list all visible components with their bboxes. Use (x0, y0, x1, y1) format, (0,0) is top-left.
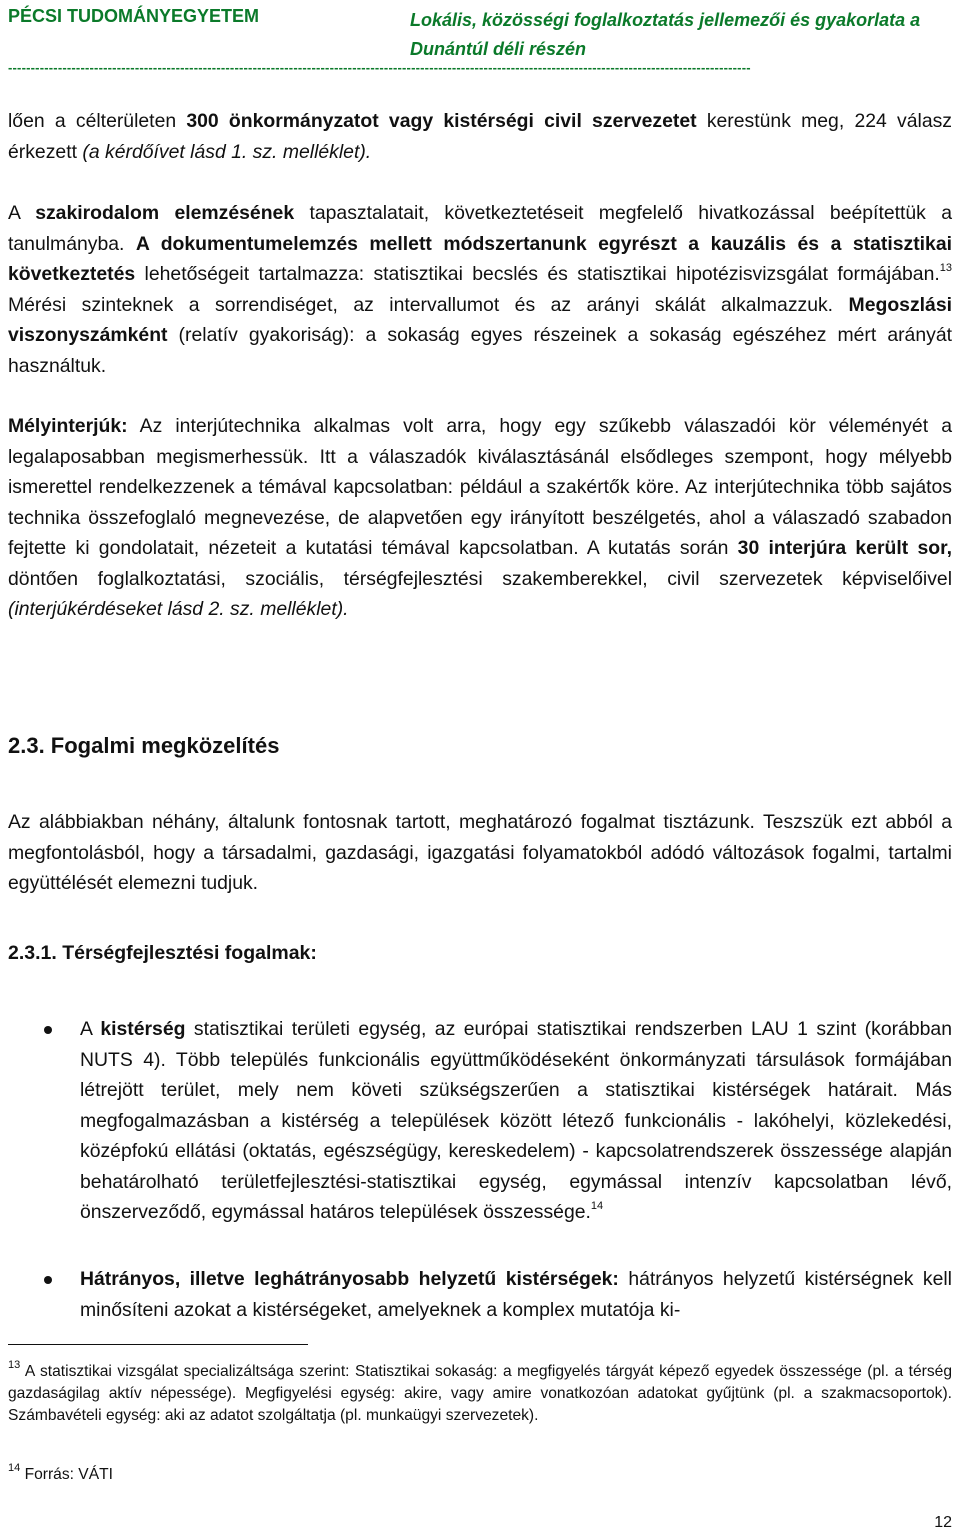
footnote-number: 14 (8, 1461, 21, 1474)
italic-text: (interjúkérdéseket lásd 2. sz. melléklet). (8, 598, 349, 620)
footnote-separator (8, 1344, 308, 1345)
footnote-ref-13[interactable]: 13 (939, 261, 952, 274)
bold-text: 300 önkormányzatot vagy kistérségi civil szervezetet (186, 110, 697, 132)
text: Az interjútechnika alkalmas volt arra, hogy egy szűkebb válaszadói kör véleményét a legalaposabban megismerhessük. Itt a válaszadók kiválasztásánál elsődleges szempont, hogy mélyebb ismerettel rendelkezzenek a témával kapcsolatban: például a szakértők köre. Az interjútechnika több sajátos technika összefoglaló megnevezése, de alapvetően egy irányított beszélgetés, ahol a válaszadó szabadon fejtette ki gondolatait, nézeteit a kutatási témával kapcsolatban. A kutatás során (8, 415, 952, 559)
bold-text: 30 interjúra került sor, (737, 537, 952, 559)
footnote-text: Forrás: VÁTI (20, 1466, 113, 1483)
text: lően a célterületen (8, 110, 187, 132)
bold-text: A dokumentumelemzés mellett módszertanunk egyrészt a kauzális és a statisztikai következtetés (8, 232, 952, 285)
text: statisztikai területi egység, az európai statisztikai rendszerben LAU 1 szint (korábban NUTS 4). Több település funkcionális együttműködéseként önkormányzati társulások formájában létrejött terület, mely nem követi szükségszerűen a statisztikai kistérségek határait. Más megfogalmazásban a kistérség a települések között létező funkcionális - lakóhelyi, közlekedési, középfokú ellátási (oktatás, egészségügy, kereskedelem) - kapcsolatrendszerek összessége alapján behatárolható területfejlesztési-statisztikai egység, egymással intenzív kapcsolatban lévő, önszerveződő, egymással határos települések összessége. (80, 1018, 952, 1223)
text: lehetőségeit tartalmazza: statisztikai becslés és statisztikai hipotézisvizsgálat formájában. (135, 263, 940, 285)
text: (relatív gyakoriság): a sokaság egyes részeinek a sokaság egészéhez mért arányát használtuk. (8, 324, 952, 377)
header-divider: -------------------------------------------------------------------------------------------------------------------------------------------------------------------- (8, 60, 751, 75)
footnote-number: 13 (8, 1358, 21, 1371)
text: A (80, 1018, 101, 1040)
text: döntően foglalkoztatási, szociális, térségfejlesztési szakemberekkel, civil szervezetek képviselőivel (8, 567, 952, 590)
footnote-13 (8, 1358, 952, 1427)
paragraph-interviews (8, 411, 952, 625)
text: kerestünk meg, 224 válasz érkezett (8, 110, 952, 163)
text: tapasztalatait, következtetéseit megfelelő hivatkozással beépítettük a tanulmányba. (8, 202, 952, 255)
bold-text: Hátrányos, illetve leghátrányosabb helyzetű kistérségek: (80, 1268, 619, 1290)
page-header (8, 4, 952, 74)
bold-text: szakirodalom elemzésének (35, 202, 295, 224)
document-title: Lokális, közösségi foglalkoztatás jellemezői és gyakorlata a Dunántúl déli részén (410, 10, 921, 59)
bullet-icon (44, 1026, 52, 1034)
footnote-14 (8, 1461, 952, 1486)
section-heading-2-3: 2.3. Fogalmi megközelítés (8, 733, 280, 758)
page-number: 12 (934, 1514, 952, 1531)
paragraph-methodology (8, 198, 952, 381)
paragraph-survey (8, 106, 952, 167)
bold-text: kistérség (100, 1018, 186, 1040)
italic-text: (a kérdőívet lásd 1. sz. melléklet). (82, 140, 372, 163)
paragraph-concepts-intro: Az alábbiakban néhány, általunk fontosnak tartott, meghatározó fogalmat tisztázunk. Teszszük ezt abból a megfontolásból, hogy a társadalmi, gazdasági, igazgatási folyamatokból adódó változások fogalmi, tartalmi együttélését elemezni tudjuk. (8, 811, 952, 894)
list-item-text (80, 1264, 952, 1325)
bold-text: Megoszlási viszonyszámként (8, 293, 952, 346)
text: hátrányos helyzetű kistérségnek kell minősíteni azokat a kistérségeket, amelyeknek a komplex mutatója ki- (80, 1268, 952, 1321)
bullet-icon (44, 1276, 52, 1284)
text: A (8, 202, 36, 224)
section-heading-2-3-1: 2.3.1. Térségfejlesztési fogalmak: (8, 942, 317, 964)
text: Mérési szinteknek a sorrendiséget, az intervallumot és az arányi skálát alkalmazzuk. (8, 293, 849, 316)
footnote-ref-14[interactable]: 14 (590, 1199, 604, 1212)
bold-text: Mélyinterjúk: (8, 415, 128, 437)
footnote-text: A statisztikai vizsgálat specializáltsága szerint: Statisztikai sokaság: a megfigyelés tárgyát képező egyedek összessége (pl. a térség gazdaságilag aktív népessége). Megfigyelési egység: akire, vagy amire vonatkozóan adatokat gyűjtünk (pl. a szakmacsoportok). Számbavételi egység: aki az adatot szolgáltatja (pl. munkaügyi szervezetek). (8, 1363, 952, 1424)
university-name: PÉCSI TUDOMÁNYEGYETEM (8, 6, 260, 26)
list-item-text (80, 1014, 952, 1228)
